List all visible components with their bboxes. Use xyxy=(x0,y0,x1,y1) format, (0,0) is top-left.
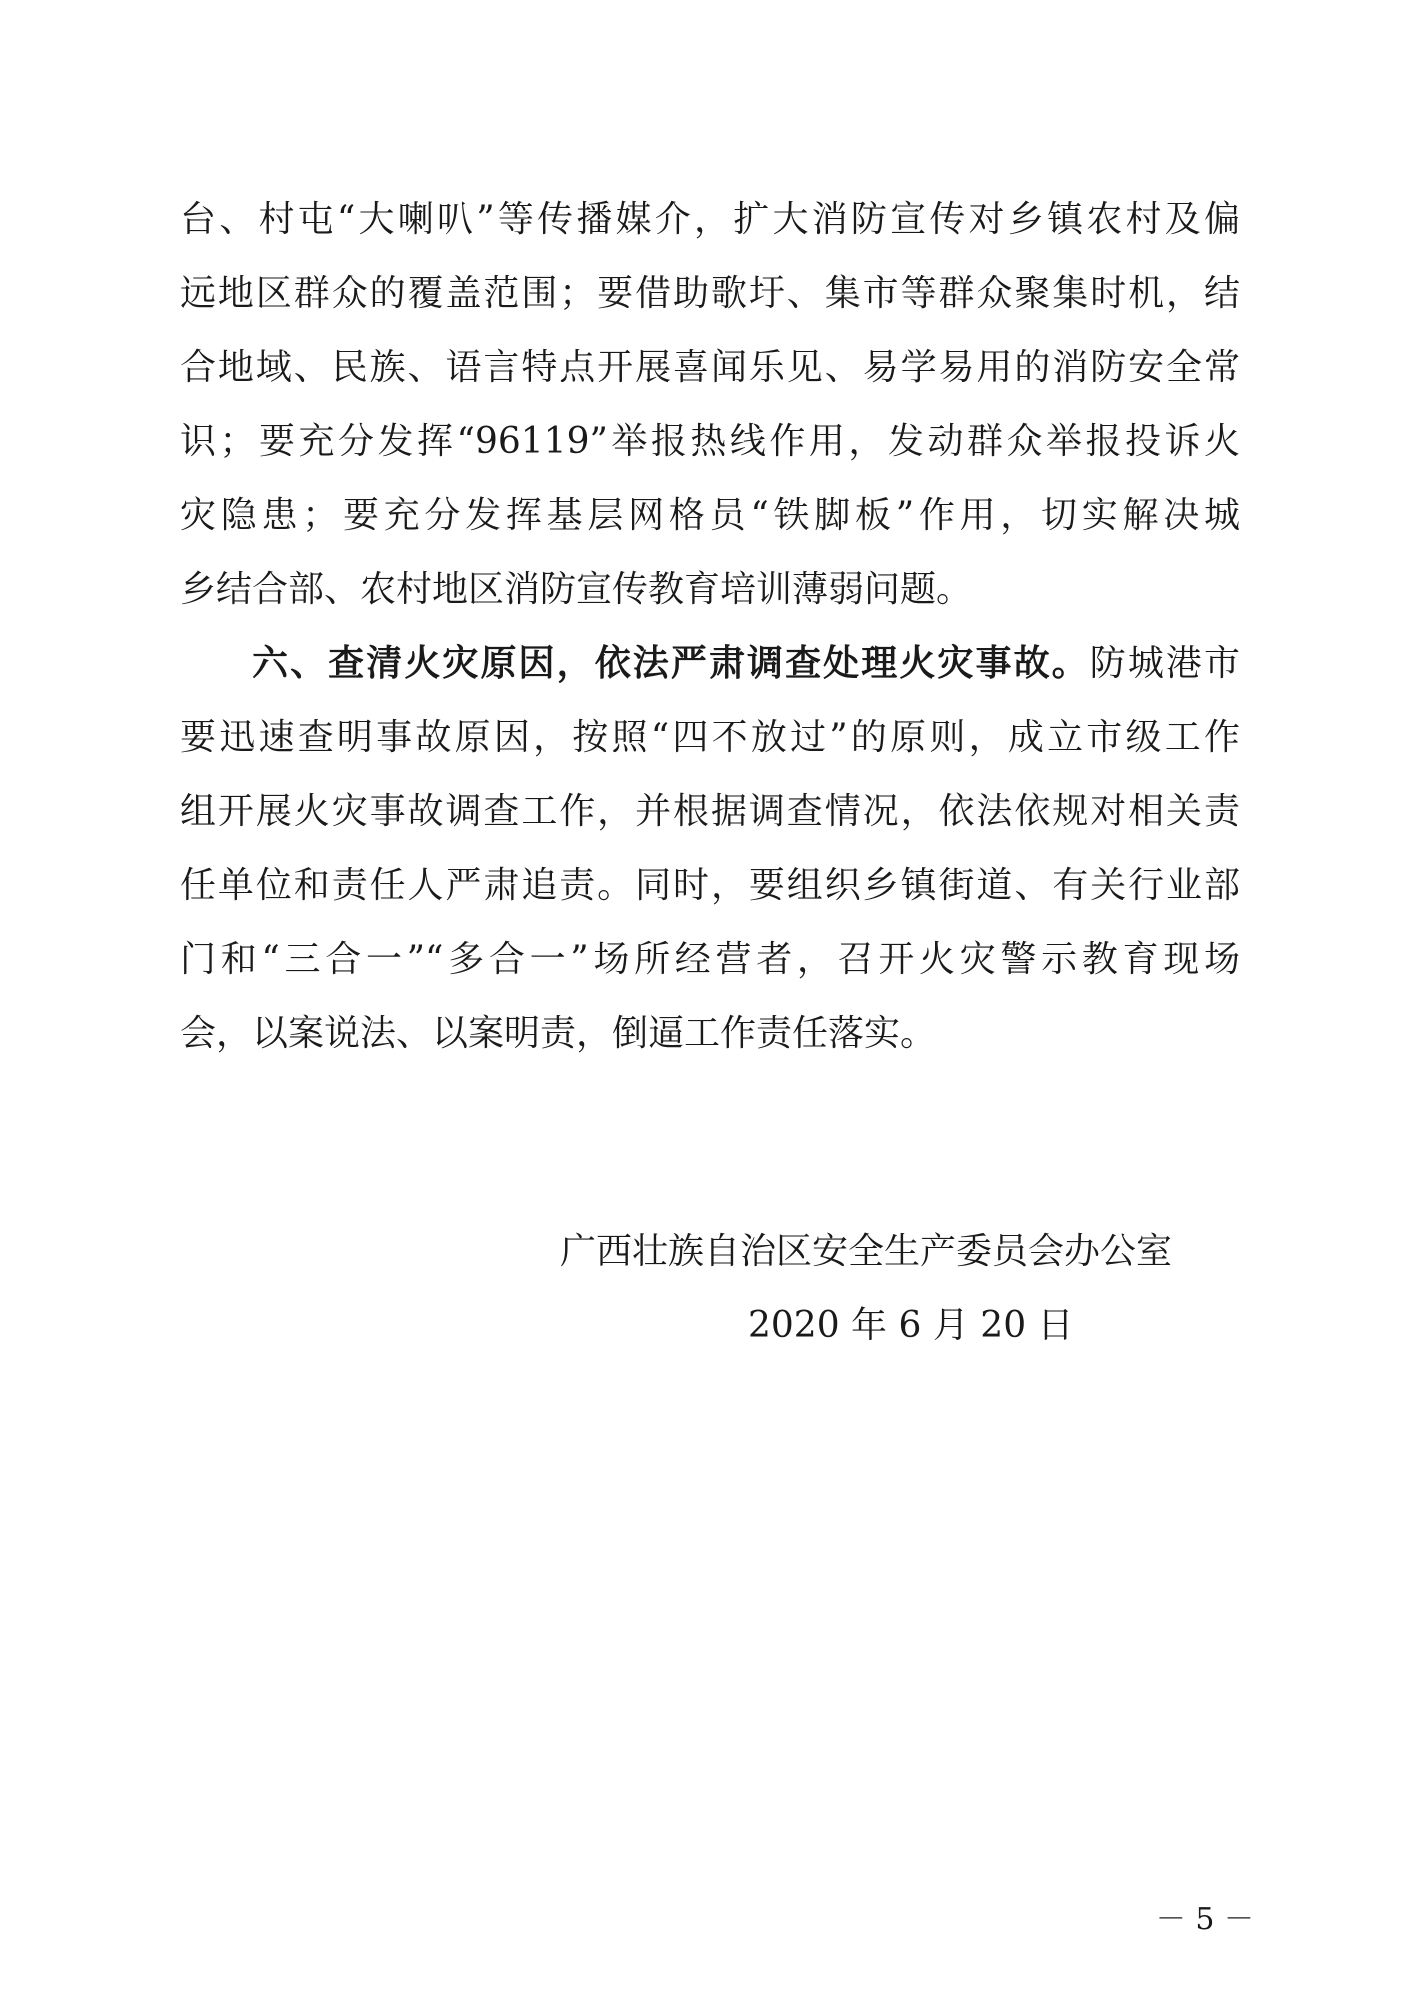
body-line: 灾隐患；要充分发挥基层网格员“铁脚板”作用，切实解决城 xyxy=(180,495,1240,536)
body-line: 要迅速查明事故原因，按照“四不放过”的原则，成立市级工作 xyxy=(180,717,1240,758)
body-line: 会，以案说法、以案明责，倒逼工作责任落实。 xyxy=(180,1013,937,1054)
section-six-heading: 六、查清火灾原因，依法严肃调查处理火灾事故。 xyxy=(252,643,1090,684)
body-line: 合地域、民族、语言特点开展喜闻乐见、易学易用的消防安全常 xyxy=(180,347,1240,388)
body-line: 乡结合部、农村地区消防宣传教育培训薄弱问题。 xyxy=(180,569,973,610)
body-line: 识；要充分发挥“96119”举报热线作用，发动群众举报投诉火 xyxy=(180,421,1240,462)
body-line: 组开展火灾事故调查工作，并根据调查情况，依法依规对相关责 xyxy=(180,791,1240,832)
body-line: 远地区群众的覆盖范围；要借助歌圩、集市等群众聚集时机，结 xyxy=(180,273,1240,314)
body-line: 任单位和责任人严肃追责。同时，要组织乡镇街道、有关行业部 xyxy=(180,865,1240,906)
page-number: － 5 － xyxy=(1155,1902,1254,1937)
signature-date: 2020 年 6 月 20 日 xyxy=(748,1305,1074,1346)
section-six-heading-continuation: 防城港市 xyxy=(1089,643,1240,684)
signature-organization: 广西壮族自治区安全生产委员会办公室 xyxy=(560,1231,1173,1272)
body-line: 台、村屯“大喇叭”等传播媒介，扩大消防宣传对乡镇农村及偏 xyxy=(180,199,1240,240)
body-line: 门和“三合一”“多合一”场所经营者，召开火灾警示教育现场 xyxy=(180,939,1240,980)
section-six-first-line xyxy=(252,634,1240,694)
